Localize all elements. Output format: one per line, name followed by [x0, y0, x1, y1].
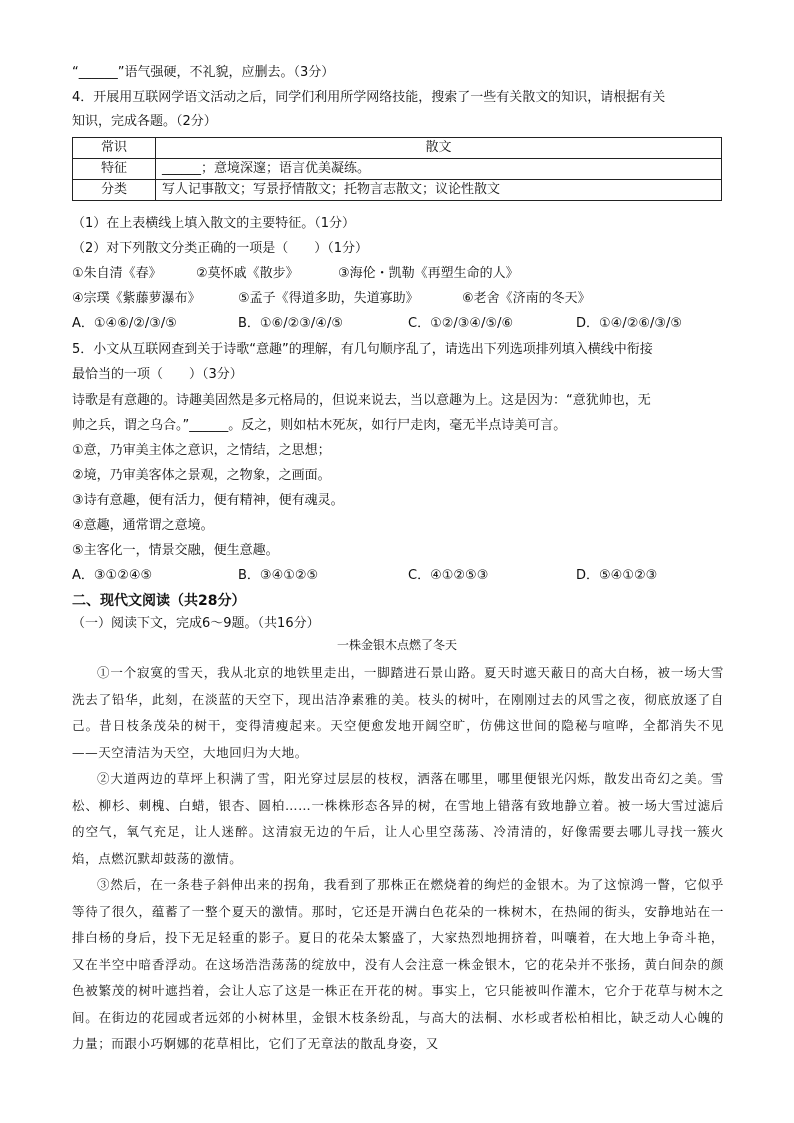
q4-sub1: （1）在上表横线上填入散文的主要特征。（1分） [72, 216, 356, 231]
option-c: C．①②/③④/⑤/⑥ [408, 316, 514, 331]
section-part-title: （一）阅读下文，完成6～9题。（共16分） [72, 616, 320, 631]
list-item: ⑤孟子《得道多助，失道寡助》 [238, 291, 419, 306]
q5-stem-line2: 最恰当的一项（ ）（3分） [72, 367, 243, 382]
list-item: ③海伦・凯勒《再塑生命的人》 [338, 266, 519, 281]
option-c: C．④①②⑤③ [408, 568, 489, 583]
table-cell: 写人记事散文；写景抒情散文；托物言志散文；议论性散文 [156, 180, 722, 201]
q5-options [72, 566, 724, 586]
list-item: ④宗璞《紫藤萝瀑布》 [72, 291, 201, 306]
option-d: D．⑤④①②③ [576, 568, 658, 583]
article-paragraph: ②大道两边的草坪上积满了雪，阳光穿过层层的枝杈，洒落在哪里，哪里便银光闪烁，散发出奇幻之美。雪松、柳杉、刺槐、白蜡，银杏、圆柏……一株株形态各异的树，在雪地上错落有致地静立着。被一场大雪过滤后的空气，氧气充足，让人迷醉。这清寂无边的午后，让人心里空荡荡、冷清清的，好像需要去哪儿寻找一簇火焰，点燃沉默却鼓荡的激情。 [72, 771, 724, 866]
q4-items-row2 [72, 289, 724, 309]
table-cell: 特征 [73, 159, 156, 180]
q5-sentence: ①意，乃审美主体之意识，之情结，之思想； [72, 443, 331, 458]
q5-sentence: ⑤主客化一，情景交融，便生意趣。 [72, 543, 279, 558]
table-row [73, 180, 722, 201]
table-header-cell: 散文 [156, 138, 722, 159]
q5-passage-line1: 诗歌是有意趣的。诗趣美固然是多元格局的，但说来说去，当以意趣为上。这是因为：“意犹帅也，无 [72, 393, 651, 408]
list-item: ⑥老舍《济南的冬天》 [462, 291, 591, 306]
table-row [73, 159, 722, 180]
option-a: A．①④⑥/②/③/⑤ [72, 316, 177, 331]
table-header-cell: 常识 [73, 138, 156, 159]
option-b: B．①⑥/②③/④/⑤ [238, 316, 343, 331]
article-paragraph: ①一个寂寞的雪天，我从北京的地铁里走出，一脚踏进石景山路。夏天时遮天蔽日的高大白杨，被一场大雪洗去了铅华，此刻，在淡蓝的天空下，现出洁净素雅的美。枝头的树叶，在刚刚过去的风雪之夜，彻底放逐了自己。昔日枝条茂朵的树干，变得清瘦起来。天空便愈发地开阔空旷，仿佛这世间的隐秘与喧哗，全都消失不见——天空清洁为天空，大地回归为大地。 [72, 665, 724, 760]
essay-knowledge-table [72, 137, 722, 201]
q5-sentence: ③诗有意趣，便有活力，便有精神，便有魂灵。 [72, 493, 344, 508]
q4-sub2: （2）对下列散文分类正确的一项是（ ）（1分） [72, 241, 369, 256]
q4-items-row1 [72, 264, 724, 284]
option-a: A．③①②④⑤ [72, 568, 153, 583]
article-title: 一株金银木点燃了冬天 [336, 638, 457, 652]
option-b: B．③④①②⑤ [238, 568, 319, 583]
q4-options [72, 314, 724, 334]
table-cell: ______；意境深邃；语言优美凝练。 [156, 159, 722, 180]
option-d: D．①④/②⑥/③/⑤ [576, 316, 683, 331]
q4-stem-line1: 4．开展用互联网学语文活动之后，同学们利用所学网络技能，搜索了一些有关散文的知识，请根据有关 [72, 90, 666, 105]
q3-tail-text: “______”语气强硬，不礼貌，应删去。（3分） [72, 65, 335, 80]
article-paragraph: ③然后，在一条巷子斜伸出来的拐角，我看到了那株正在燃烧着的绚烂的金银木。为了这惊鸿一瞥，它似乎等待了很久，蕴蓄了一整个夏天的激情。那时，它还是开满白色花朵的一株树木，在热闹的街头，安静地站在一排白杨的身后，投下无足轻重的影子。夏日的花朵太繁盛了，大家热烈地拥挤着，叫嚷着，在大地上争奇斗艳，又在半空中暗香浮动。在这场浩浩荡荡的绽放中，没有人会注意一株金银木，它的花朵并不张扬，黄白间杂的颜色被繁茂的树叶遮挡着，会让人忘了这是一株正在开花的树。事实上，它只能被叫作灌木，它介于花草与树木之间。在街边的花园或者远郊的小树林里，金银木枝条纷乱，与高大的法桐、水杉或者松柏相比，缺乏动人心魄的力量；而跟小巧婀娜的花草相比，它们了无章法的散乱身姿，又 [72, 877, 724, 1051]
article-body [72, 660, 724, 1058]
section-title: 二、现代文阅读（共28分） [72, 593, 246, 609]
q5-stem-line1: 5．小文从互联网查到关于诗歌“意趣”的理解，有几句顺序乱了，请选出下列选项排列填入横线中衔接 [72, 342, 653, 357]
q4-stem-line2: 知识，完成各题。（2分） [72, 114, 217, 129]
list-item: ①朱自清《春》 [72, 266, 162, 281]
list-item: ②莫怀戚《散步》 [196, 266, 299, 281]
table-header-row [73, 138, 722, 159]
q5-passage-line2: 帅之兵，谓之乌合。”______。反之，则如枯木死灰，如行尸走肉，毫无半点诗美可言。 [72, 418, 567, 433]
q5-sentence: ④意趣，通常谓之意境。 [72, 518, 214, 533]
table-cell: 分类 [73, 180, 156, 201]
q5-sentence: ②境，乃审美客体之景观，之物象，之画面。 [72, 468, 331, 483]
